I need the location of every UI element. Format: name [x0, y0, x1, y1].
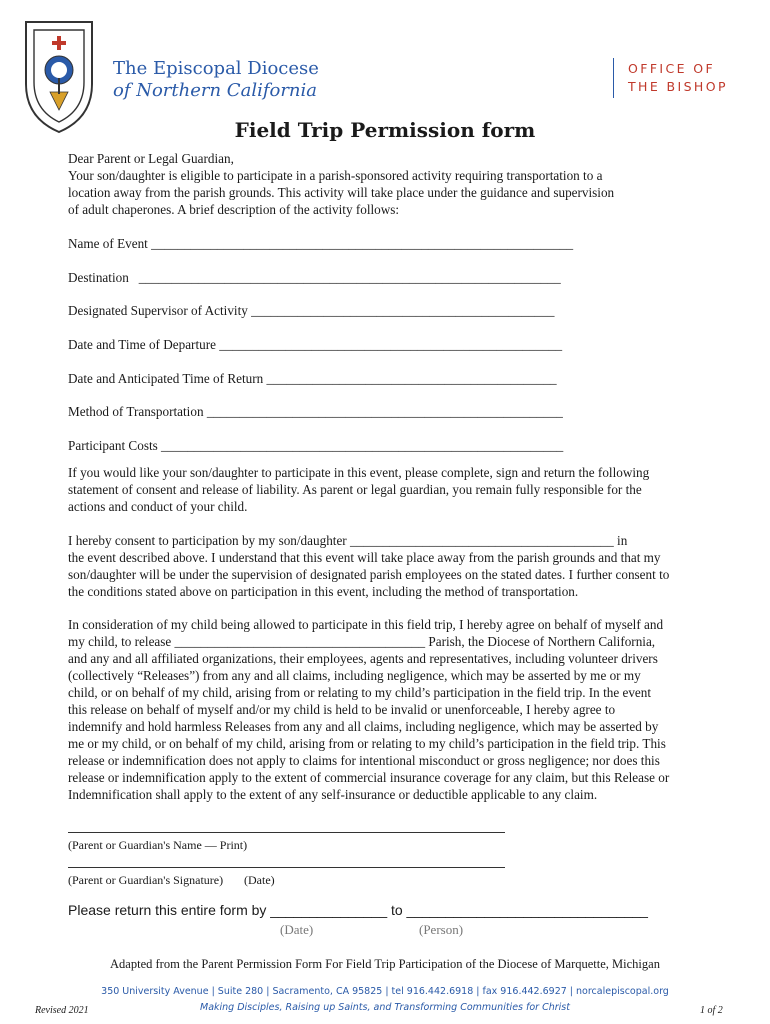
para-line: actions and conduct of your child. [68, 499, 248, 514]
intro-paragraph [68, 150, 703, 218]
org-name-line2: of Northern California [113, 80, 318, 101]
footer-address: 350 University Avenue | Suite 280 | Sacramento, CA 95825 | tel 916.442.6918 | fax 916.442.6927 | norcalepiscopal.org [101, 986, 669, 997]
para-line: (collectively “Releases”) from any and all claims, including negligence, which may be asserted by me or my [68, 668, 641, 683]
intro-line: location away from the parish grounds. This activity will take place under the guidance and supervision [68, 185, 615, 200]
page-title: Field Trip Permission form [234, 118, 536, 142]
consent-intro-paragraph [68, 464, 703, 515]
footer-motto: Making Disciples, Raising up Saints, and Transforming Communities for Christ [200, 1002, 570, 1013]
departure-field[interactable]: Date and Time of Departure ____________________________________________________ [68, 337, 563, 352]
org-name-line1: The Episcopal Diocese [113, 58, 319, 79]
transportation-field[interactable]: Method of Transportation ______________________________________________________ [68, 404, 563, 419]
signature-date-label: (Date) [244, 873, 275, 887]
para-line: son/daughter will be under the supervision of designated parish employees on the stated dates. I further consent to [68, 567, 670, 582]
intro-line: of adult chaperones. A brief description of the activity follows: [68, 202, 400, 217]
return-time-field[interactable]: Date and Anticipated Time of Return ____________________________________________ [68, 371, 557, 386]
intro-line: Your son/daughter is eligible to participate in a parish-sponsored activity requiring transportation to a [68, 168, 603, 183]
release-paragraph [68, 616, 703, 803]
para-line: I hereby consent to participation by my son/daughter ________________________________________ in [68, 533, 628, 548]
office-line2: THE BISHOP [628, 79, 728, 94]
return-instructions[interactable]: Please return this entire form by _______________ to _______________________________ [68, 902, 648, 918]
name-of-event-field[interactable]: Name of Event ________________________________________________________________ [68, 236, 574, 251]
para-line: If you would like your son/daughter to participate in this event, please complete, sign and return the following [68, 465, 650, 480]
guardian-signature-line[interactable] [68, 867, 505, 868]
para-line: this release on behalf of myself and/or my child is held to be invalid or unenforceable, I hereby agree to [68, 702, 616, 717]
para-line: In consideration of my child being allowed to participate in this field trip, I hereby agree on behalf of myself and [68, 617, 664, 632]
supervisor-field[interactable]: Designated Supervisor of Activity ______________________________________________ [68, 303, 555, 318]
guardian-signature-label: (Parent or Guardian's Signature) [68, 873, 224, 887]
destination-field[interactable]: Destination ________________________________________________________________ [68, 270, 561, 285]
para-line: child, or on behalf of my child, arising from or relating to my child’s participation in the field trip. In the event [68, 685, 652, 700]
para-line: the conditions stated above on participation in this event, including the method of transportation. [68, 584, 579, 599]
para-line: the event described above. I understand that this event will take place away from the parish grounds and that my [68, 550, 661, 565]
para-line: Indemnification shall apply to the extent of any self-insurance or deductible applicable to any claim. [68, 787, 598, 802]
para-line: indemnify and hold harmless Releases from any and all claims, including negligence, which may be asserted by [68, 719, 659, 734]
guardian-name-line[interactable] [68, 832, 505, 833]
guardian-name-label: (Parent or Guardian's Name — Print) [68, 838, 248, 852]
para-line: release or indemnification does not apply to claims for intentional misconduct or gross negligence; nor does this [68, 753, 660, 768]
participant-costs-field[interactable]: Participant Costs _____________________________________________________________ [68, 438, 564, 453]
page-number: 1 of 2 [700, 1005, 723, 1016]
para-line: and any and all affiliated organizations, their employees, agents and representatives, including volunteer drivers [68, 651, 658, 666]
header-divider [613, 58, 614, 98]
para-line: my child, to release ______________________________________ Parish, the Diocese of Northern California, [68, 634, 656, 649]
office-line1: OFFICE OF [628, 61, 716, 76]
consent-paragraph [68, 532, 703, 600]
return-person-label: (Person) [419, 922, 464, 937]
adapted-from-note: Adapted from the Parent Permission Form For Field Trip Participation of the Diocese of Marquette, Michigan [110, 957, 660, 971]
para-line: statement of consent and release of liability. As parent or legal guardian, you remain fully responsible for the [68, 482, 642, 497]
intro-line: Dear Parent or Legal Guardian, [68, 151, 234, 166]
return-date-label: (Date) [280, 922, 314, 937]
para-line: release or indemnification apply to the extent of commercial insurance coverage for any claim, but this Release or [68, 770, 670, 785]
office-of-bishop [628, 60, 728, 96]
revised-date: Revised 2021 [35, 1005, 89, 1016]
diocese-seal-logo [22, 14, 96, 134]
para-line: me or my child, or on behalf of my child, arising from or relating to my child’s participation in the field trip. This [68, 736, 666, 751]
